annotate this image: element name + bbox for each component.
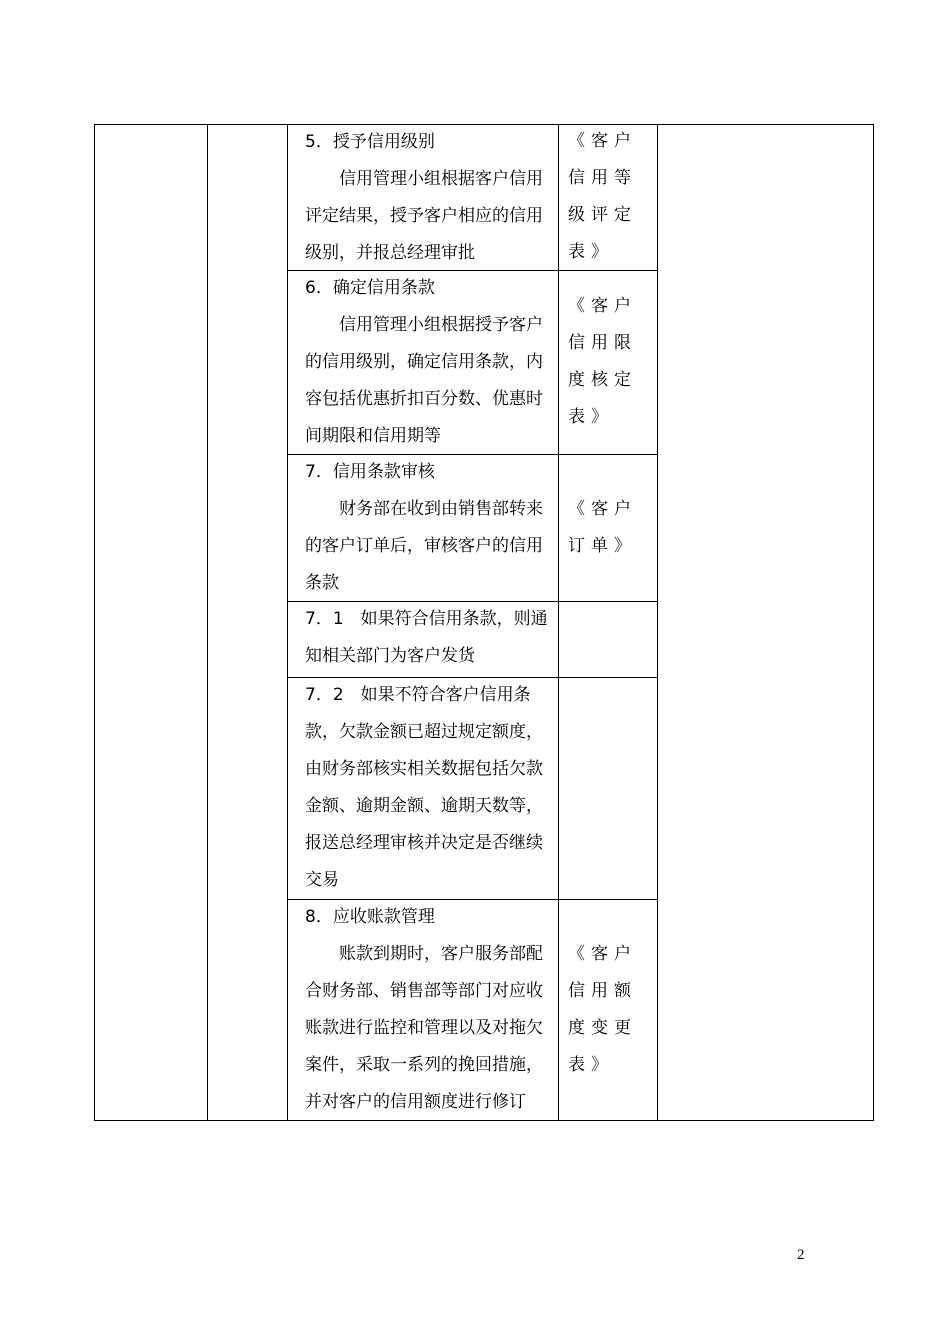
step-cell [296, 601, 559, 677]
step-title: 7．信用条款审核 [305, 462, 435, 482]
table-right-border [873, 124, 874, 1121]
page-number: 2 [797, 1247, 805, 1263]
document-name: 《客户信用等级评定表》 [568, 131, 637, 262]
step-cell [296, 899, 559, 1120]
step-title: 6．确定信用条款 [305, 278, 435, 298]
document-cell [559, 270, 657, 454]
column-divider-1 [207, 124, 208, 1121]
document-cell [559, 899, 657, 1120]
step-cell [296, 677, 559, 899]
step-description: 7．1 如果符合信用条款，则通知相关部门为客户发货 [305, 609, 548, 666]
document-name: 《客户订单》 [568, 498, 637, 556]
column-divider-4 [657, 124, 658, 1121]
step-cell [296, 454, 559, 601]
column-divider-2 [287, 124, 288, 1121]
document-name: 《客户信用额度变更表》 [568, 943, 637, 1075]
table-left-border [94, 124, 95, 1121]
step-cell [296, 270, 559, 454]
step-description: 账款到期时，客户服务部配合财务部、销售部等部门对应收账款进行监控和管理以及对拖欠案件，采取一系列的挽回措施，并对客户的信用额度进行修订 [305, 944, 543, 1112]
document-cell [559, 454, 657, 601]
step-description: 财务部在收到由销售部转来的客户订单后，审核客户的信用条款 [305, 499, 543, 593]
step-description: 信用管理小组根据授予客户的信用级别，确定信用条款，内容包括优惠折扣百分数、优惠时间期限和信用期等 [305, 315, 543, 446]
step-title: 5．授予信用级别 [305, 132, 435, 152]
procedure-table [94, 124, 874, 1121]
step-title: 8．应收账款管理 [305, 907, 435, 927]
document-name: 《客户信用限度核定表》 [568, 296, 637, 427]
step-description: 信用管理小组根据客户信用评定结果，授予客户相应的信用级别，并报总经理审批 [305, 169, 543, 263]
step-description: 7．2 如果不符合客户信用条款，欠款金额已超过规定额度，由财务部核实相关数据包括欠款金额、逾期金额、逾期天数等，报送总经理审核并决定是否继续交易 [305, 685, 543, 890]
document-cell [559, 124, 657, 270]
step-cell [296, 124, 559, 270]
